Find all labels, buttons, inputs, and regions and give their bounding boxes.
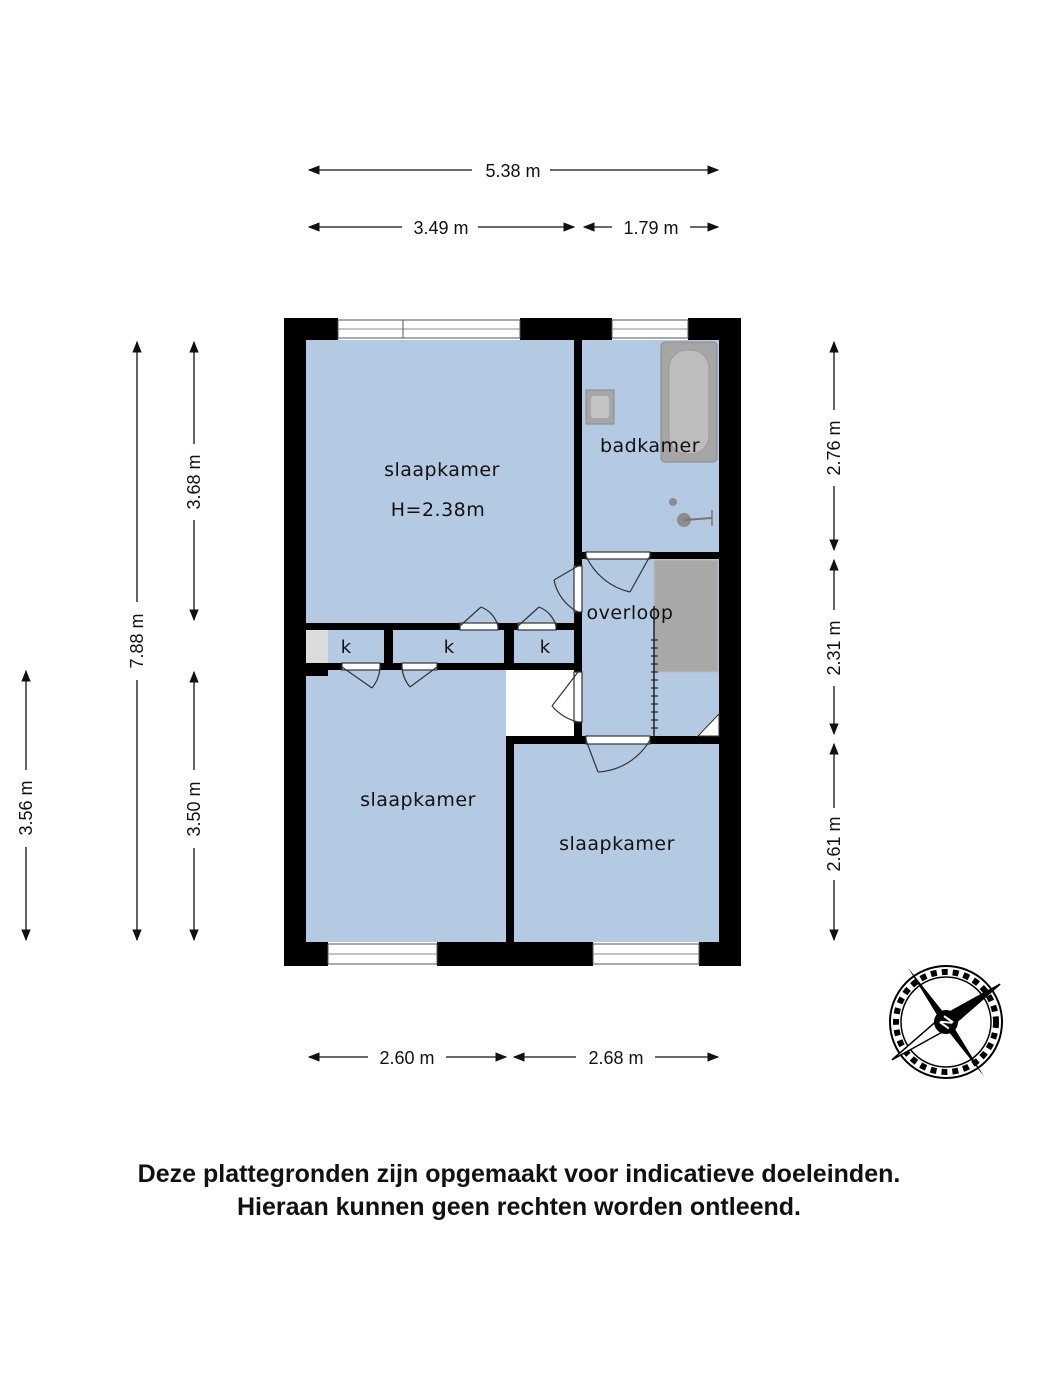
door-opening-3 <box>574 566 582 612</box>
closet-gap-fill <box>306 630 328 663</box>
wall-bedroom-bath-upper <box>574 340 582 566</box>
room-label-closet-3: k <box>539 637 551 658</box>
wall-bedroom-right-top <box>506 736 586 744</box>
outer-wall-bottom-mid <box>437 942 593 966</box>
room-label-closet-1: k <box>340 637 352 658</box>
dim-right-middle: 2.31 m <box>824 620 844 676</box>
compass-north-label: N <box>936 1013 958 1033</box>
room-label-landing: overloop <box>586 602 674 624</box>
ceiling-height-label: H=2.38m <box>390 499 486 521</box>
room-label-bedroom-bottom-left: slaapkamer <box>360 789 476 811</box>
dim-top-right: 1.79 m <box>623 218 679 238</box>
dim-left-upper: 3.68 m <box>184 454 204 510</box>
room-label-bathroom: badkamer <box>599 435 701 457</box>
wall-closets-bottom-c <box>437 663 582 670</box>
dim-left-total: 7.88 m <box>127 613 147 669</box>
outer-wall-top-mid <box>520 318 612 340</box>
wall-closets-bottom-a <box>306 663 342 670</box>
outer-wall-right <box>719 318 741 966</box>
wall-closet-left-stub <box>306 670 328 676</box>
door-opening-7 <box>574 672 582 722</box>
dim-right-upper: 2.76 m <box>824 420 844 476</box>
room-label-closet-2: k <box>443 637 455 658</box>
wall-bath-landing <box>650 552 719 559</box>
wall-bedrooms-divider <box>506 736 514 942</box>
outer-wall-bottom-left <box>284 942 328 966</box>
dim-left-lower: 3.50 m <box>184 781 204 837</box>
compass <box>854 930 1038 1114</box>
closet-1-fill <box>328 630 384 663</box>
dim-bottom-left: 2.60 m <box>379 1048 435 1068</box>
door-opening-2 <box>518 623 556 630</box>
wall-bedroom-closets-a <box>306 623 460 630</box>
room-label-bedroom-top: slaapkamer <box>384 459 500 481</box>
door-opening-1 <box>460 623 498 630</box>
dim-right-lower: 2.61 m <box>824 816 844 872</box>
disclaimer-line-2: Hieraan kunnen geen rechten worden ontleend. <box>237 1193 801 1221</box>
dim-top-total: 5.38 m <box>485 161 541 181</box>
door-opening-5 <box>342 663 380 670</box>
bedroom-top-fill <box>306 340 574 623</box>
dim-top-left: 3.49 m <box>413 218 469 238</box>
door-opening-8 <box>586 736 650 744</box>
dim-left-outer: 3.56 m <box>16 780 36 836</box>
outer-wall-left <box>284 318 306 966</box>
door-opening-4 <box>586 552 650 559</box>
outer-wall-bottom-right <box>699 942 741 966</box>
wall-closets-bottom-b <box>380 663 402 670</box>
wall-bedroom-closets-c <box>556 623 582 630</box>
drain <box>669 498 677 506</box>
wall-bedroom-closets-b <box>498 623 518 630</box>
door-opening-6 <box>402 663 437 670</box>
disclaimer-line-1: Deze plattegronden zijn opgemaakt voor indicatieve doeleinden. <box>137 1160 901 1188</box>
wall-bedroom-right-top-b <box>650 736 719 744</box>
room-label-bedroom-bottom-right: slaapkamer <box>559 833 675 855</box>
dim-bottom-right: 2.68 m <box>588 1048 644 1068</box>
